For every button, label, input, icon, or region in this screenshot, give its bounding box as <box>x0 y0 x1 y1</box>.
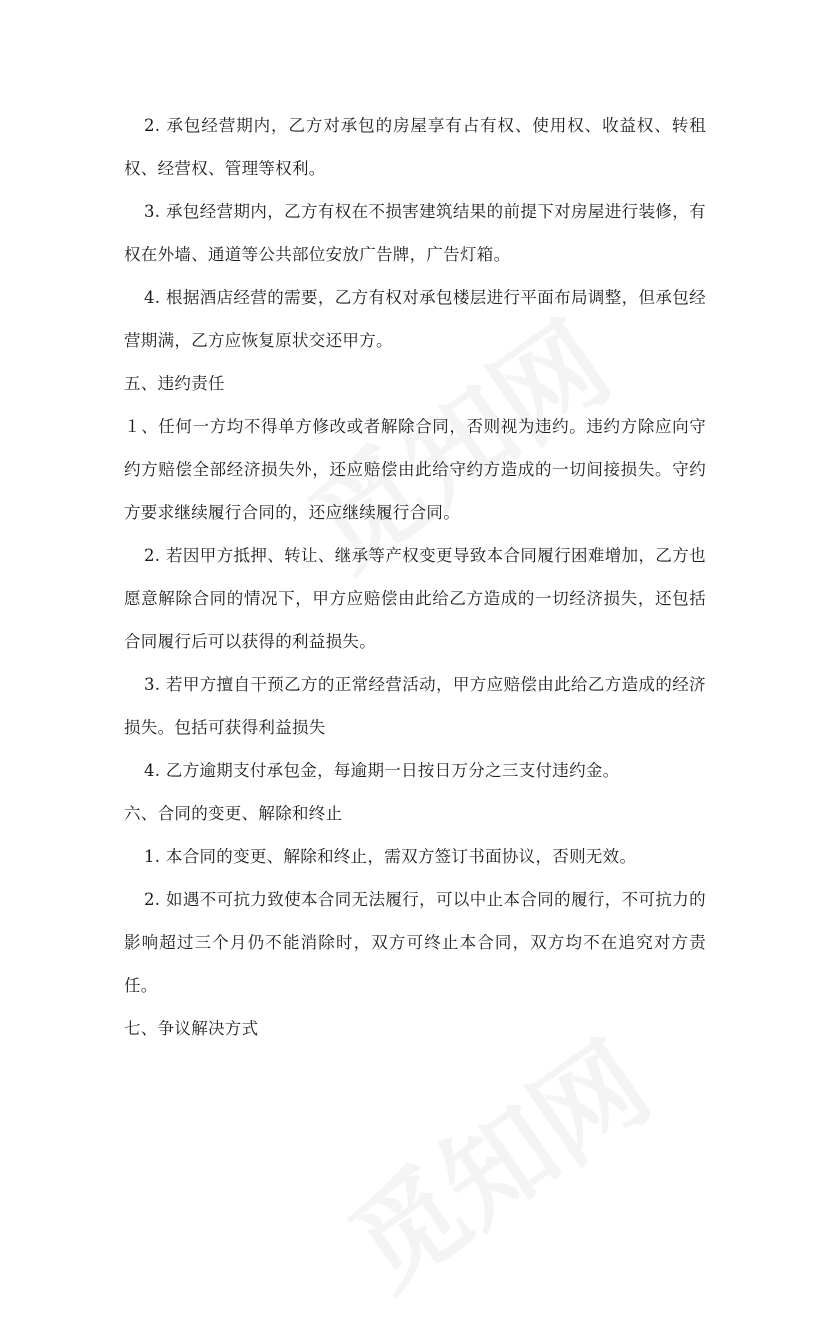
document-body <box>124 104 706 1050</box>
clause-paragraph: １、任何一方均不得单方修改或者解除合同，否则视为违约。违约方除应向守约方赔偿全部经济损失外，还应赔偿由此给守约方造成的一切间接损失。守约方要求继续履行合同的，还应继续履行合同。 <box>124 417 706 522</box>
clause-paragraph: 2. 如遇不可抗力致使本合同无法履行，可以中止本合同的履行，不可抗力的影响超过三个月仍不能消除时，双方可终止本合同，双方均不在追究对方责任。 <box>124 890 706 995</box>
clause-paragraph: 2. 若因甲方抵押、转让、继承等产权变更导致本合同履行困难增加，乙方也愿意解除合同的情况下，甲方应赔偿由此给乙方造成的一切经济损失，还包括合同履行后可以获得的利益损失。 <box>124 546 706 651</box>
clause-paragraph: 4. 根据酒店经营的需要，乙方有权对承包楼层进行平面布局调整，但承包经营期满，乙方应恢复原状交还甲方。 <box>124 288 706 350</box>
clause-paragraph: 3. 承包经营期内，乙方有权在不损害建筑结果的前提下对房屋进行装修，有权在外墙、通道等公共部位安放广告牌，广告灯箱。 <box>124 202 706 264</box>
clause-paragraph: 1. 本合同的变更、解除和终止，需双方签订书面协议，否则无效。 <box>144 847 637 866</box>
section-heading: 五、违约责任 <box>124 374 225 393</box>
clause-paragraph: 2. 承包经营期内，乙方对承包的房屋享有占有权、使用权、收益权、转租权、经营权、管理等权利。 <box>124 116 706 178</box>
clause-paragraph: 4. 乙方逾期支付承包金，每逾期一日按日万分之三支付违约金。 <box>144 761 620 780</box>
clause-paragraph: 3. 若甲方擅自干预乙方的正常经营活动，甲方应赔偿由此给乙方造成的经济损失。包括可获得利益损失 <box>124 675 706 737</box>
section-heading: 七、争议解决方式 <box>124 1019 259 1038</box>
section-heading: 六、合同的变更、解除和终止 <box>124 804 343 823</box>
